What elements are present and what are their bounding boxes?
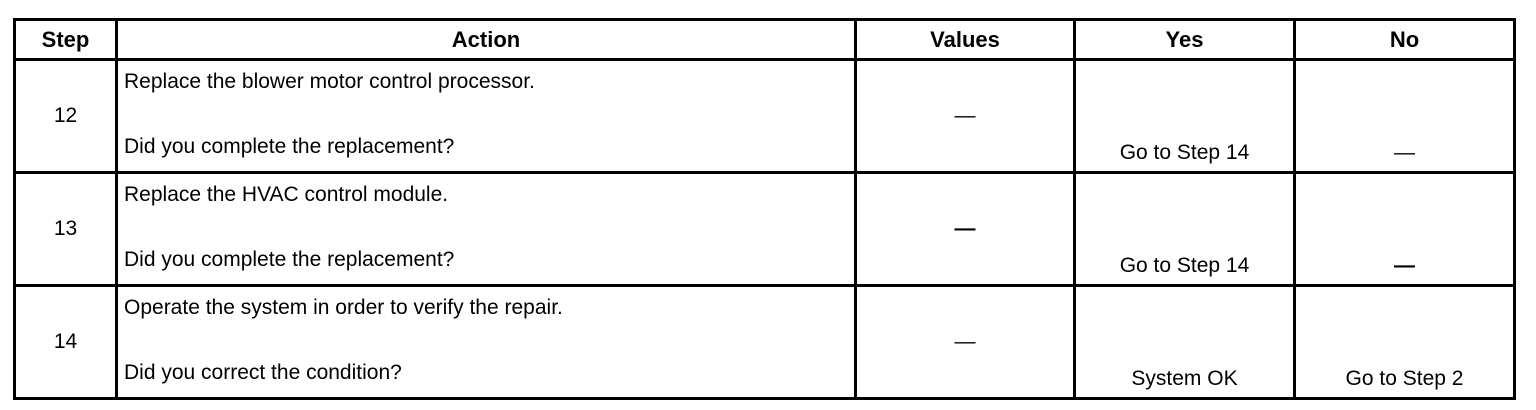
table-row xyxy=(15,286,1515,399)
header-step: Step xyxy=(15,20,117,60)
step-number: 13 xyxy=(15,173,117,286)
action-instruction: Operate the system in order to verify the repair. xyxy=(124,296,563,319)
table-header-row xyxy=(15,20,1515,60)
values-cell: — xyxy=(856,286,1075,399)
step-number: 14 xyxy=(15,286,117,399)
no-cell: — xyxy=(1295,60,1515,173)
action-cell xyxy=(117,173,856,286)
action-question: Did you correct the condition? xyxy=(124,361,402,384)
header-action: Action xyxy=(117,20,856,60)
yes-cell: System OK xyxy=(1075,286,1295,399)
diagnostic-steps-table xyxy=(13,18,1516,400)
no-cell: Go to Step 2 xyxy=(1295,286,1515,399)
table-row xyxy=(15,173,1515,286)
no-cell: — xyxy=(1295,173,1515,286)
action-instruction: Replace the HVAC control module. xyxy=(124,183,449,206)
yes-cell: Go to Step 14 xyxy=(1075,60,1295,173)
values-cell: — xyxy=(856,60,1075,173)
header-no: No xyxy=(1295,20,1515,60)
action-cell xyxy=(117,286,856,399)
table-row xyxy=(15,60,1515,173)
step-number: 12 xyxy=(15,60,117,173)
action-question: Did you complete the replacement? xyxy=(124,248,455,271)
action-cell xyxy=(117,60,856,173)
header-yes: Yes xyxy=(1075,20,1295,60)
values-cell: — xyxy=(856,173,1075,286)
header-values: Values xyxy=(856,20,1075,60)
action-instruction: Replace the blower motor control processor. xyxy=(124,70,535,93)
diagnostic-table-container xyxy=(13,18,1516,400)
action-question: Did you complete the replacement? xyxy=(124,135,455,158)
yes-cell: Go to Step 14 xyxy=(1075,173,1295,286)
